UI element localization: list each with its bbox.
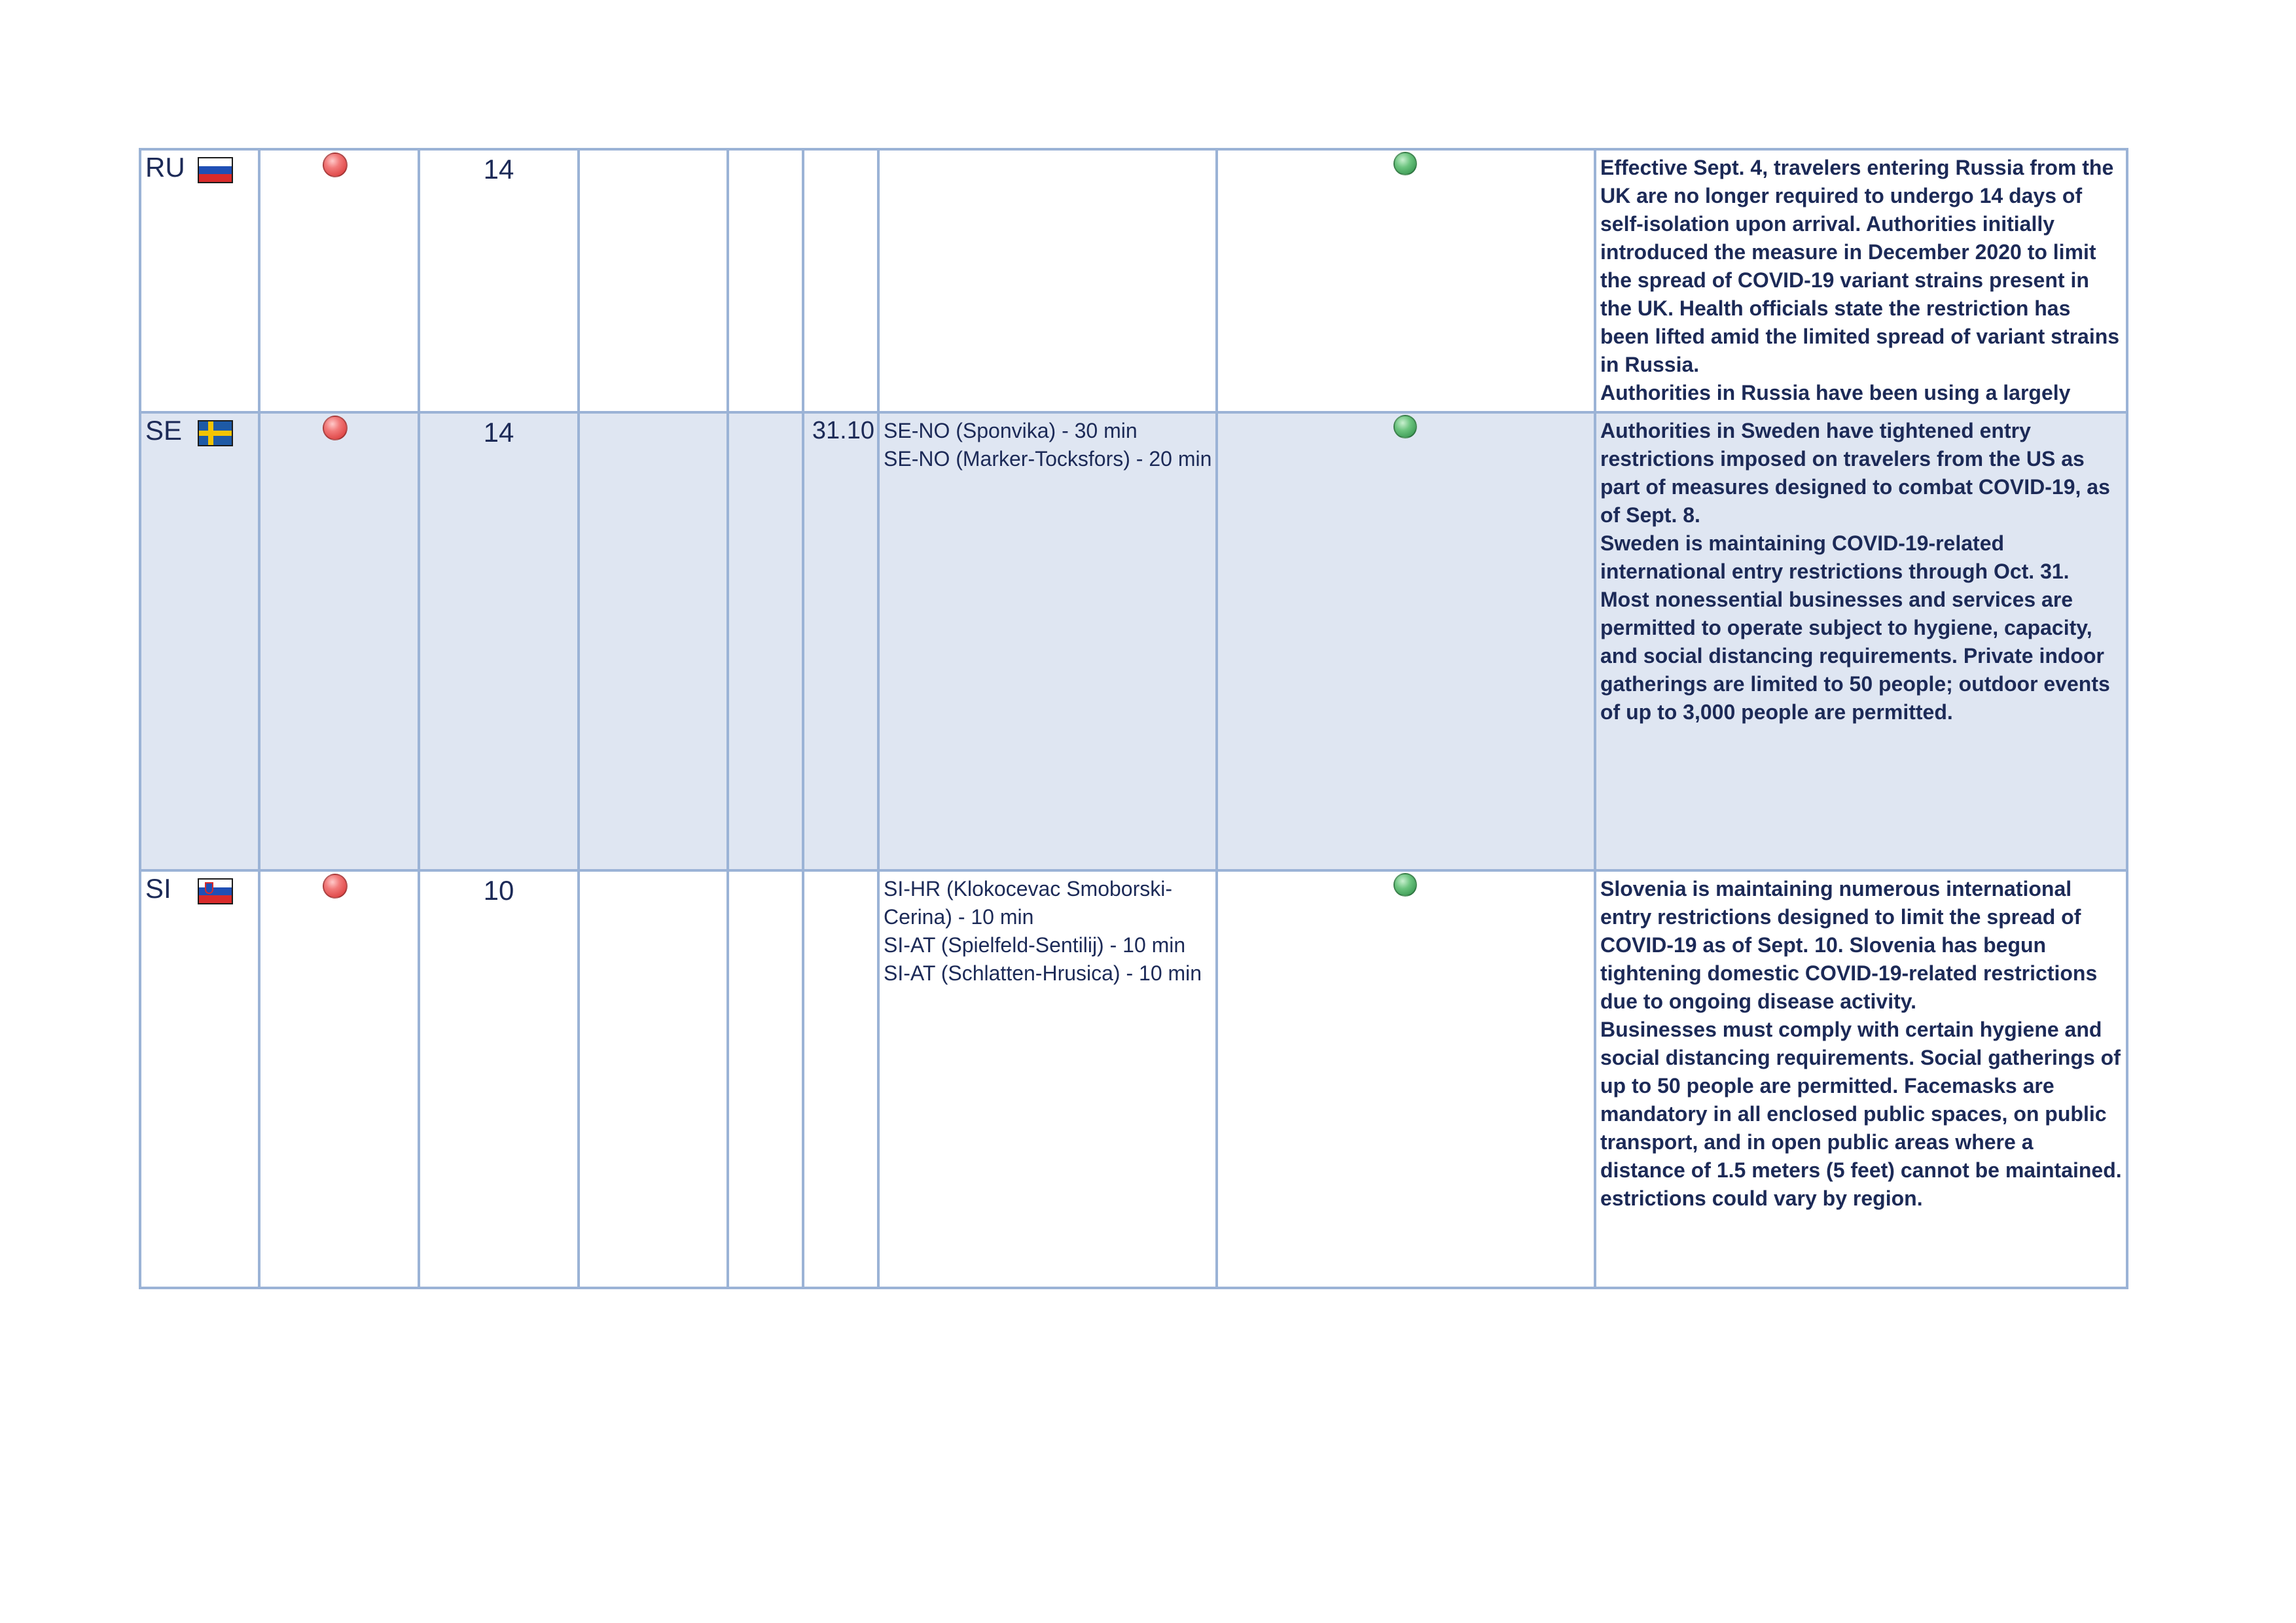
note-paragraph: Authorities in Sweden have tightened entry restrictions imposed on travelers from the US as part of measures designed to combat COVID-19, as of Sept. 8.	[1600, 419, 2110, 527]
russia-flag-icon	[198, 157, 233, 183]
quarantine-days-cell	[419, 149, 579, 412]
empty-cell	[579, 149, 728, 412]
note-paragraph: Slovenia is maintaining numerous international entry restrictions designed to limit the spread of COVID-19 as of Sept. 10. Slovenia has begun tightening domestic COVID-19-related restrictions due to ongoing disease activity.	[1600, 877, 2098, 1013]
date-value: 31.10	[812, 417, 874, 444]
green-status-icon	[1393, 415, 1417, 438]
empty-cell	[579, 870, 728, 1288]
country-code-cell	[140, 412, 259, 870]
border-crossings-cell	[878, 149, 1217, 412]
border-crossings-cell	[878, 412, 1217, 870]
quarantine-days-cell	[419, 870, 579, 1288]
border-crossing-item: SE-NO (Sponvika) - 30 min	[884, 419, 1138, 442]
note-paragraph: Authorities in Russia have been using a largely	[1600, 381, 2071, 404]
quarantine-days-cell	[419, 412, 579, 870]
status-cell	[1217, 870, 1595, 1288]
status-cell	[1217, 412, 1595, 870]
country-restrictions-table	[139, 148, 2128, 1289]
status-cell	[259, 870, 419, 1288]
empty-cell	[728, 412, 803, 870]
country-code-cell	[140, 149, 259, 412]
red-status-icon	[323, 152, 348, 177]
date-cell	[803, 149, 878, 412]
notes-cell	[1595, 149, 2127, 412]
slovenia-flag-icon	[198, 878, 233, 904]
note-paragraph: Sweden is maintaining COVID-19-related international entry restrictions through Oct. 31. Most nonessential businesses and services are permitted to operate subject to hygiene, capacity, and social distancing requirements. Private indoor gatherings are limited to 50 people; outdoor events of up to 3,000 people are permitted.	[1600, 531, 2110, 724]
table-row-ru	[140, 149, 2127, 412]
status-cell	[259, 412, 419, 870]
country-code-cell	[140, 870, 259, 1288]
status-cell	[1217, 149, 1595, 412]
notes-cell	[1595, 870, 2127, 1288]
border-crossing-item: SE-NO (Marker-Tocksfors) - 20 min	[884, 447, 1212, 471]
note-paragraph: Effective Sept. 4, travelers entering Russia from the UK are no longer required to undergo 14 days of self-isolation upon arrival. Authorities initially introduced the measure in December 2020 to limit the spread of COVID-19 variant strains present in the UK. Health officials state the restriction has been lifted amid the limited spread of variant strains in Russia.	[1600, 156, 2120, 376]
table-row-si	[140, 870, 2127, 1288]
quarantine-days: 14	[483, 154, 514, 185]
red-status-icon	[323, 874, 348, 899]
empty-cell	[579, 412, 728, 870]
quarantine-days: 10	[483, 875, 514, 906]
country-code: SI	[145, 873, 171, 904]
country-code: RU	[145, 152, 185, 183]
quarantine-days: 14	[483, 417, 514, 448]
country-code: SE	[145, 415, 183, 446]
date-cell	[803, 412, 878, 870]
status-cell	[259, 149, 419, 412]
border-crossing-item: SI-HR (Klokocevac Smoborski-Cerina) - 10 min	[884, 877, 1172, 929]
green-status-icon	[1393, 873, 1417, 897]
table-row-se	[140, 412, 2127, 870]
border-crossings-cell	[878, 870, 1217, 1288]
border-crossing-item: SI-AT (Spielfeld-Sentilij) - 10 min	[884, 933, 1186, 957]
green-status-icon	[1393, 152, 1417, 175]
empty-cell	[728, 870, 803, 1288]
sweden-flag-icon	[198, 420, 233, 446]
empty-cell	[728, 149, 803, 412]
note-paragraph: Businesses must comply with certain hygiene and social distancing requirements. Social gatherings of up to 50 people are permitted. Facemasks are mandatory in all enclosed public spaces, on public transport, and in open public areas where a distance of 1.5 meters (5 feet) cannot be maintained. estrictions could vary by region.	[1600, 1018, 2122, 1210]
red-status-icon	[323, 416, 348, 440]
notes-cell	[1595, 412, 2127, 870]
date-cell	[803, 870, 878, 1288]
border-crossing-item: SI-AT (Schlatten-Hrusica) - 10 min	[884, 961, 1202, 985]
